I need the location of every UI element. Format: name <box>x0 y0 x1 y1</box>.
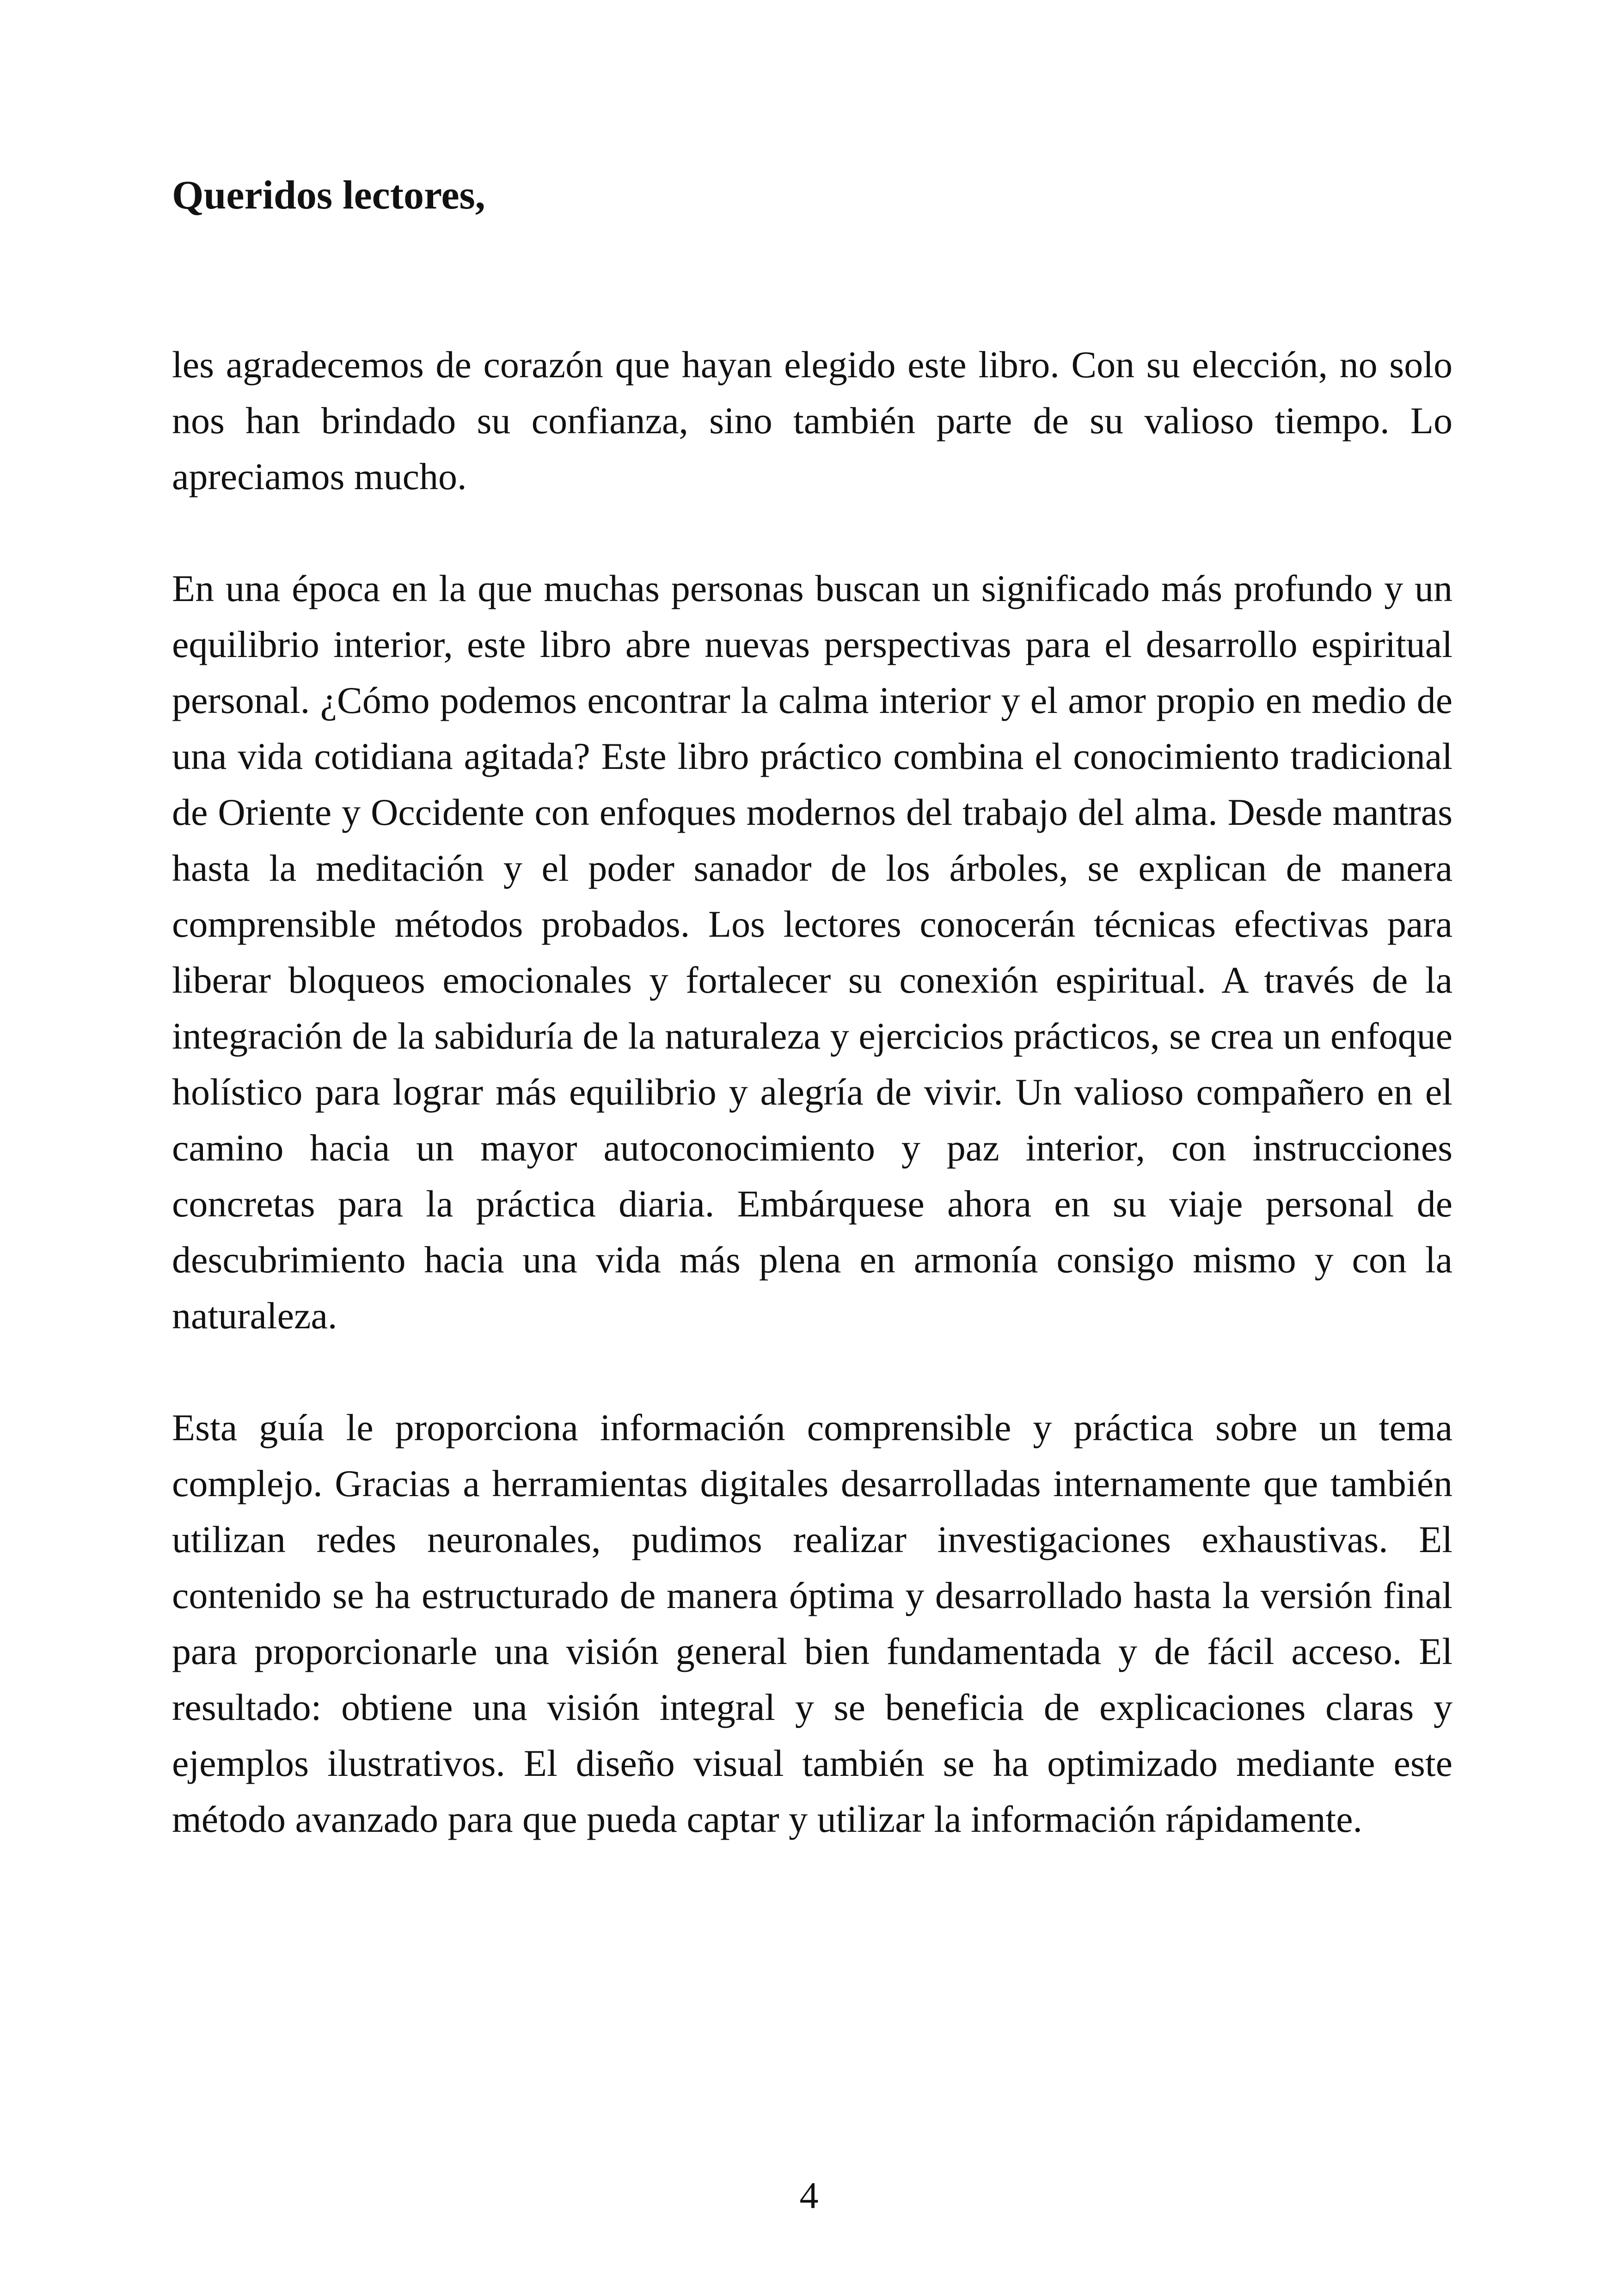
page-number: 4 <box>799 2174 819 2216</box>
body-text <box>172 337 1453 1903</box>
paragraph-gratitude: les agradecemos de corazón que hayan elegido este libro. Con su elección, no solo nos han brindado su confianza, sino también parte de su valioso tiempo. Lo apreciamos mucho. <box>172 344 1453 497</box>
paragraph-guide-info: Esta guía le proporciona información comprensible y práctica sobre un tema complejo. Gracias a herramientas digitales desarrolladas internamente que también utilizan redes neuronales, pudimos realizar investigaciones exhaustivas. El contenido se ha estructurado de manera óptima y desarrollado hasta la versión final para proporcionarle una visión general bien fundamentada y de fácil acceso. El resultado: obtiene una visión integral y se beneficia de explicaciones claras y ejemplos ilustrativos. El diseño visual también se ha optimizado mediante este método avanzado para que pueda captar y utilizar la información rápidamente. <box>172 1406 1453 1840</box>
salutation-heading: Queridos lectores, <box>172 173 485 218</box>
paragraph-book-description: En una época en la que muchas personas buscan un significado más profundo y un equilibrio interior, este libro abre nuevas perspectivas para el desarrollo espiritual personal. ¿Cómo podemos encontrar la calma interior y el amor propio en medio de una vida cotidiana agitada? Este libro práctico combina el conocimiento tradicional de Oriente y Occidente con enfoques modernos del trabajo del alma. Desde mantras hasta la meditación y el poder sanador de los árboles, se explican de manera comprensible métodos probados. Los lectores conocerán técnicas efectivas para liberar bloqueos emocionales y fortalecer su conexión espiritual. A través de la integración de la sabiduría de la naturaleza y ejercicios prácticos, se crea un enfoque holístico para lograr más equilibrio y alegría de vivir. Un valioso compañero en el camino hacia un mayor autoconocimiento y paz interior, con instrucciones concretas para la práctica diaria. Embárquese ahora en su viaje personal de descubrimiento hacia una vida más plena en armonía consigo mismo y con la naturaleza. <box>172 567 1453 1337</box>
